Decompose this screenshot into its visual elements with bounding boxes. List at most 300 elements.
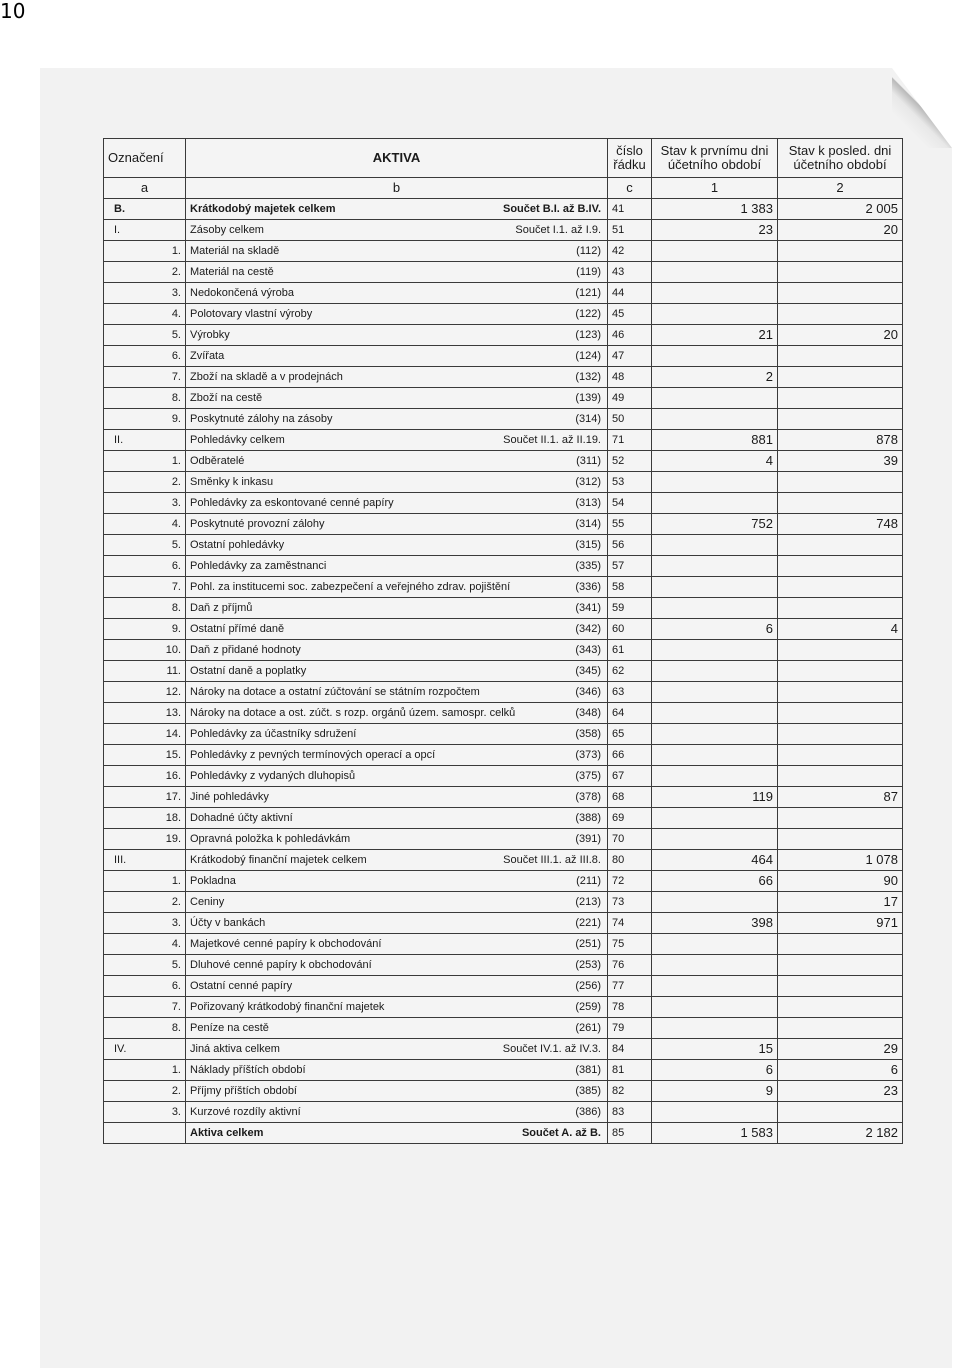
row-designation: 4. (104, 934, 186, 955)
table-row (104, 997, 903, 1018)
row-closing-value (778, 241, 903, 262)
row-item (186, 703, 608, 724)
table-row (104, 472, 903, 493)
row-item-name: Nároky na dotace a ostatní zúčtování se státním rozpočtem (190, 686, 480, 698)
row-account-ref: Součet IV.1. až IV.3. (502, 1043, 601, 1055)
row-closing-value: 748 (778, 514, 903, 535)
row-item (186, 640, 608, 661)
row-item-name: Poskytnuté provozní zálohy (190, 518, 325, 530)
row-line-number: 73 (608, 892, 652, 913)
row-closing-value: 2 005 (778, 199, 903, 220)
row-item (186, 766, 608, 787)
row-line-number: 43 (608, 262, 652, 283)
row-opening-value (652, 955, 778, 976)
table-row (104, 262, 903, 283)
table-row (104, 409, 903, 430)
row-line-number: 63 (608, 682, 652, 703)
row-closing-value (778, 304, 903, 325)
row-closing-value: 87 (778, 787, 903, 808)
row-item (186, 304, 608, 325)
row-item-name: Pohledávky celkem (190, 434, 285, 446)
row-line-number: 80 (608, 850, 652, 871)
row-opening-value (652, 1102, 778, 1123)
table-row (104, 619, 903, 640)
row-designation: 6. (104, 556, 186, 577)
row-designation: IV. (104, 1039, 186, 1060)
row-line-number: 45 (608, 304, 652, 325)
row-line-number: 69 (608, 808, 652, 829)
row-designation (104, 1123, 186, 1144)
table-row (104, 1123, 903, 1144)
row-opening-value: 4 (652, 451, 778, 472)
table-row (104, 451, 903, 472)
row-line-number: 48 (608, 367, 652, 388)
row-item-name: Odběratelé (190, 455, 245, 467)
row-account-ref: (335) (575, 560, 601, 572)
row-item (186, 388, 608, 409)
row-item-name: Majetkové cenné papíry k obchodování (190, 938, 382, 950)
row-item (186, 325, 608, 346)
row-opening-value (652, 577, 778, 598)
row-closing-value: 20 (778, 220, 903, 241)
row-item-name: Zboží na skladě a v prodejnách (190, 371, 343, 383)
row-closing-value: 2 182 (778, 1123, 903, 1144)
row-designation: 5. (104, 325, 186, 346)
row-opening-value: 23 (652, 220, 778, 241)
header-opening-2: účetního období (667, 157, 762, 172)
row-account-ref: Součet I.1. až I.9. (515, 224, 601, 236)
row-closing-value (778, 640, 903, 661)
row-line-number: 59 (608, 598, 652, 619)
row-account-ref: (385) (575, 1085, 601, 1097)
row-line-number: 71 (608, 430, 652, 451)
row-item-name: Polotovary vlastní výroby (190, 308, 313, 320)
row-opening-value: 21 (652, 325, 778, 346)
row-designation: 1. (104, 451, 186, 472)
row-item (186, 199, 608, 220)
table-row (104, 787, 903, 808)
table-row (104, 682, 903, 703)
row-account-ref: (348) (575, 707, 601, 719)
row-line-number: 42 (608, 241, 652, 262)
row-designation: 2. (104, 262, 186, 283)
col-label-1: 1 (652, 178, 778, 199)
row-item-name: Pohl. za institucemi soc. zabezpečení a veřejného zdrav. pojištění (190, 581, 511, 593)
row-opening-value (652, 724, 778, 745)
folded-corner (892, 68, 952, 148)
row-item (186, 367, 608, 388)
row-account-ref: (261) (575, 1022, 601, 1034)
row-line-number: 78 (608, 997, 652, 1018)
row-line-number: 58 (608, 577, 652, 598)
table-row (104, 829, 903, 850)
row-line-number: 46 (608, 325, 652, 346)
row-designation: 11. (104, 661, 186, 682)
row-closing-value (778, 661, 903, 682)
row-line-number: 54 (608, 493, 652, 514)
header-line-number (608, 139, 652, 178)
row-opening-value (652, 283, 778, 304)
header-closing-1: Stav k posled. dni (788, 143, 892, 158)
header-line-number-1: číslo (616, 143, 643, 158)
row-item-name: Zvířata (190, 350, 225, 362)
row-item-name: Účty v bankách (190, 917, 266, 929)
row-item-name: Pohledávky za zaměstnanci (190, 560, 327, 572)
row-designation: 13. (104, 703, 186, 724)
row-item-name: Nedokončená výroba (190, 287, 294, 299)
row-account-ref: (259) (575, 1001, 601, 1013)
row-closing-value: 23 (778, 1081, 903, 1102)
row-opening-value: 464 (652, 850, 778, 871)
row-closing-value: 20 (778, 325, 903, 346)
row-item (186, 598, 608, 619)
row-closing-value (778, 682, 903, 703)
row-item-name: Pořizovaný krátkodobý finanční majetek (190, 1001, 385, 1013)
row-designation: 1. (104, 1060, 186, 1081)
row-opening-value (652, 241, 778, 262)
row-item-name: Náklady příštích období (190, 1064, 306, 1076)
row-designation: 12. (104, 682, 186, 703)
row-designation: 15. (104, 745, 186, 766)
row-opening-value: 6 (652, 619, 778, 640)
row-item (186, 577, 608, 598)
table-row (104, 766, 903, 787)
row-designation: B. (104, 199, 186, 220)
row-item-name: Pohledávky za eskontované cenné papíry (190, 497, 394, 509)
row-item-name: Dluhové cenné papíry k obchodování (190, 959, 372, 971)
row-designation: 6. (104, 976, 186, 997)
row-item (186, 1081, 608, 1102)
row-account-ref: (315) (575, 539, 601, 551)
row-opening-value: 9 (652, 1081, 778, 1102)
row-closing-value (778, 535, 903, 556)
row-item (186, 682, 608, 703)
row-item (186, 241, 608, 262)
table-row (104, 556, 903, 577)
table-row (104, 703, 903, 724)
row-account-ref: (123) (575, 329, 601, 341)
row-designation: 3. (104, 283, 186, 304)
row-line-number: 67 (608, 766, 652, 787)
table-row (104, 976, 903, 997)
table-row (104, 577, 903, 598)
row-account-ref: (313) (575, 497, 601, 509)
row-closing-value (778, 976, 903, 997)
table-row (104, 934, 903, 955)
row-designation: 1. (104, 871, 186, 892)
row-line-number: 70 (608, 829, 652, 850)
row-item (186, 661, 608, 682)
row-account-ref: Součet II.1. až II.19. (503, 434, 601, 446)
row-line-number: 79 (608, 1018, 652, 1039)
row-account-ref: (341) (575, 602, 601, 614)
row-account-ref: (375) (575, 770, 601, 782)
row-opening-value (652, 1018, 778, 1039)
row-opening-value: 66 (652, 871, 778, 892)
row-opening-value: 15 (652, 1039, 778, 1060)
row-opening-value: 119 (652, 787, 778, 808)
table-row (104, 535, 903, 556)
row-designation: 6. (104, 346, 186, 367)
row-item-name: Aktiva celkem (190, 1127, 264, 1139)
row-opening-value (652, 703, 778, 724)
row-line-number: 50 (608, 409, 652, 430)
table-row (104, 388, 903, 409)
row-line-number: 41 (608, 199, 652, 220)
row-line-number: 62 (608, 661, 652, 682)
row-designation: 14. (104, 724, 186, 745)
header-opening-1: Stav k prvnímu dni (660, 143, 769, 158)
row-item (186, 808, 608, 829)
row-item-name: Nároky na dotace a ost. zúčt. s rozp. orgánů územ. samospr. celků (190, 707, 516, 719)
row-designation: 4. (104, 514, 186, 535)
table-row (104, 640, 903, 661)
row-opening-value: 1 583 (652, 1123, 778, 1144)
row-item (186, 451, 608, 472)
table-row (104, 745, 903, 766)
row-line-number: 47 (608, 346, 652, 367)
row-item-name: Krátkodobý majetek celkem (190, 203, 336, 215)
table-row (104, 367, 903, 388)
row-item-name: Pohledávky z pevných termínových operací a opcí (190, 749, 436, 761)
row-designation: 2. (104, 472, 186, 493)
row-item-name: Peníze na cestě (190, 1022, 269, 1034)
row-account-ref: (388) (575, 812, 601, 824)
row-closing-value (778, 346, 903, 367)
table-row (104, 241, 903, 262)
row-item (186, 1123, 608, 1144)
row-designation: 3. (104, 493, 186, 514)
row-line-number: 52 (608, 451, 652, 472)
row-account-ref: (381) (575, 1064, 601, 1076)
row-opening-value (652, 829, 778, 850)
row-designation: 8. (104, 598, 186, 619)
row-item-name: Jiné pohledávky (190, 791, 269, 803)
table-row (104, 892, 903, 913)
table-row (104, 1060, 903, 1081)
row-account-ref: (358) (575, 728, 601, 740)
row-account-ref: (378) (575, 791, 601, 803)
row-item-name: Poskytnuté zálohy na zásoby (190, 413, 333, 425)
row-account-ref: (386) (575, 1106, 601, 1118)
row-closing-value (778, 388, 903, 409)
row-account-ref: (342) (575, 623, 601, 635)
row-closing-value (778, 955, 903, 976)
row-opening-value (652, 598, 778, 619)
row-item-name: Ostatní cenné papíry (190, 980, 293, 992)
row-item-name: Ostatní přímé daně (190, 623, 285, 635)
row-designation: 10. (104, 640, 186, 661)
row-item (186, 955, 608, 976)
row-opening-value: 881 (652, 430, 778, 451)
row-item (186, 346, 608, 367)
row-designation: II. (104, 430, 186, 451)
row-item (186, 997, 608, 1018)
row-item-name: Krátkodobý finanční majetek celkem (190, 854, 367, 866)
row-line-number: 72 (608, 871, 652, 892)
row-closing-value (778, 1018, 903, 1039)
row-item (186, 1102, 608, 1123)
row-account-ref: (119) (576, 266, 601, 278)
row-opening-value (652, 808, 778, 829)
row-opening-value (652, 766, 778, 787)
row-closing-value (778, 766, 903, 787)
row-line-number: 84 (608, 1039, 652, 1060)
row-opening-value: 6 (652, 1060, 778, 1081)
row-closing-value (778, 409, 903, 430)
row-item (186, 430, 608, 451)
row-item-name: Pohledávky z vydaných dluhopisů (190, 770, 356, 782)
row-item (186, 1018, 608, 1039)
row-item-name: Daň z příjmů (190, 602, 253, 614)
row-closing-value (778, 577, 903, 598)
row-designation: 7. (104, 997, 186, 1018)
row-designation: 8. (104, 1018, 186, 1039)
table-header-row (104, 139, 903, 178)
row-opening-value (652, 262, 778, 283)
row-account-ref: (112) (576, 245, 601, 257)
row-item (186, 409, 608, 430)
row-account-ref: Součet A. až B. (521, 1127, 601, 1139)
row-line-number: 55 (608, 514, 652, 535)
row-account-ref: (314) (575, 518, 601, 530)
row-line-number: 56 (608, 535, 652, 556)
row-item (186, 1039, 608, 1060)
table-row (104, 871, 903, 892)
row-item (186, 976, 608, 997)
table-row (104, 724, 903, 745)
row-line-number: 61 (608, 640, 652, 661)
row-account-ref: (213) (575, 896, 601, 908)
row-item (186, 283, 608, 304)
assets-table (103, 138, 903, 1144)
row-item (186, 850, 608, 871)
row-closing-value (778, 556, 903, 577)
row-designation: 1. (104, 241, 186, 262)
row-account-ref: Součet III.1. až III.8. (503, 854, 601, 866)
row-line-number: 51 (608, 220, 652, 241)
row-item (186, 829, 608, 850)
row-item (186, 262, 608, 283)
table-row (104, 430, 903, 451)
row-line-number: 64 (608, 703, 652, 724)
row-closing-value (778, 934, 903, 955)
row-item (186, 724, 608, 745)
row-item-name: Příjmy příštích období (190, 1085, 297, 1097)
row-account-ref: (251) (575, 938, 601, 950)
col-label-a: a (104, 178, 186, 199)
page-number: 10 (0, 0, 26, 23)
row-account-ref: (312) (575, 476, 601, 488)
row-line-number: 65 (608, 724, 652, 745)
row-closing-value: 17 (778, 892, 903, 913)
row-closing-value: 878 (778, 430, 903, 451)
row-account-ref: (132) (575, 371, 601, 383)
row-account-ref: (211) (576, 875, 601, 887)
row-opening-value (652, 304, 778, 325)
row-closing-value (778, 1102, 903, 1123)
row-account-ref: (221) (575, 917, 601, 929)
row-account-ref: (253) (575, 959, 601, 971)
row-designation: 18. (104, 808, 186, 829)
row-item-name: Materiál na skladě (190, 245, 280, 257)
row-item (186, 514, 608, 535)
table-row (104, 514, 903, 535)
row-opening-value: 398 (652, 913, 778, 934)
row-designation: 19. (104, 829, 186, 850)
row-item (186, 493, 608, 514)
row-opening-value (652, 892, 778, 913)
row-account-ref: (336) (575, 581, 601, 593)
row-account-ref: Součet B.I. až B.IV. (502, 203, 601, 215)
row-account-ref: (122) (575, 308, 601, 320)
row-opening-value (652, 976, 778, 997)
row-closing-value (778, 472, 903, 493)
row-account-ref: (373) (575, 749, 601, 761)
row-line-number: 74 (608, 913, 652, 934)
row-item-name: Pokladna (190, 875, 236, 887)
row-designation: 5. (104, 535, 186, 556)
column-labels-row (104, 178, 903, 199)
row-opening-value (652, 388, 778, 409)
row-designation: 8. (104, 388, 186, 409)
table-row (104, 598, 903, 619)
row-item-name: Zásoby celkem (190, 224, 264, 236)
row-closing-value (778, 703, 903, 724)
table-row (104, 1039, 903, 1060)
col-label-b: b (186, 178, 608, 199)
table-row (104, 1081, 903, 1102)
row-closing-value (778, 598, 903, 619)
row-line-number: 83 (608, 1102, 652, 1123)
row-item-name: Ceniny (190, 896, 225, 908)
row-account-ref: (256) (575, 980, 601, 992)
row-line-number: 53 (608, 472, 652, 493)
row-item-name: Daň z přidané hodnoty (190, 644, 301, 656)
row-account-ref: (311) (576, 455, 601, 467)
row-opening-value (652, 535, 778, 556)
table-row (104, 493, 903, 514)
row-line-number: 44 (608, 283, 652, 304)
row-opening-value (652, 472, 778, 493)
row-item (186, 472, 608, 493)
row-item (186, 535, 608, 556)
row-line-number: 66 (608, 745, 652, 766)
row-item (186, 556, 608, 577)
row-line-number: 75 (608, 934, 652, 955)
header-line-number-2: řádku (613, 157, 646, 172)
row-account-ref: (139) (575, 392, 601, 404)
row-opening-value: 752 (652, 514, 778, 535)
row-item-name: Zboží na cestě (190, 392, 263, 404)
row-designation: I. (104, 220, 186, 241)
row-item-name: Výrobky (190, 329, 230, 341)
table-row (104, 661, 903, 682)
header-designation: Označení (104, 139, 186, 178)
row-account-ref: (314) (575, 413, 601, 425)
row-item-name: Materiál na cestě (190, 266, 274, 278)
row-item-name: Dohadné účty aktivní (190, 812, 293, 824)
row-opening-value (652, 409, 778, 430)
col-label-2: 2 (778, 178, 903, 199)
row-item (186, 787, 608, 808)
row-designation: 4. (104, 304, 186, 325)
row-opening-value (652, 682, 778, 703)
header-opening-balance (652, 139, 778, 178)
table-row (104, 346, 903, 367)
row-designation: III. (104, 850, 186, 871)
table-row (104, 955, 903, 976)
